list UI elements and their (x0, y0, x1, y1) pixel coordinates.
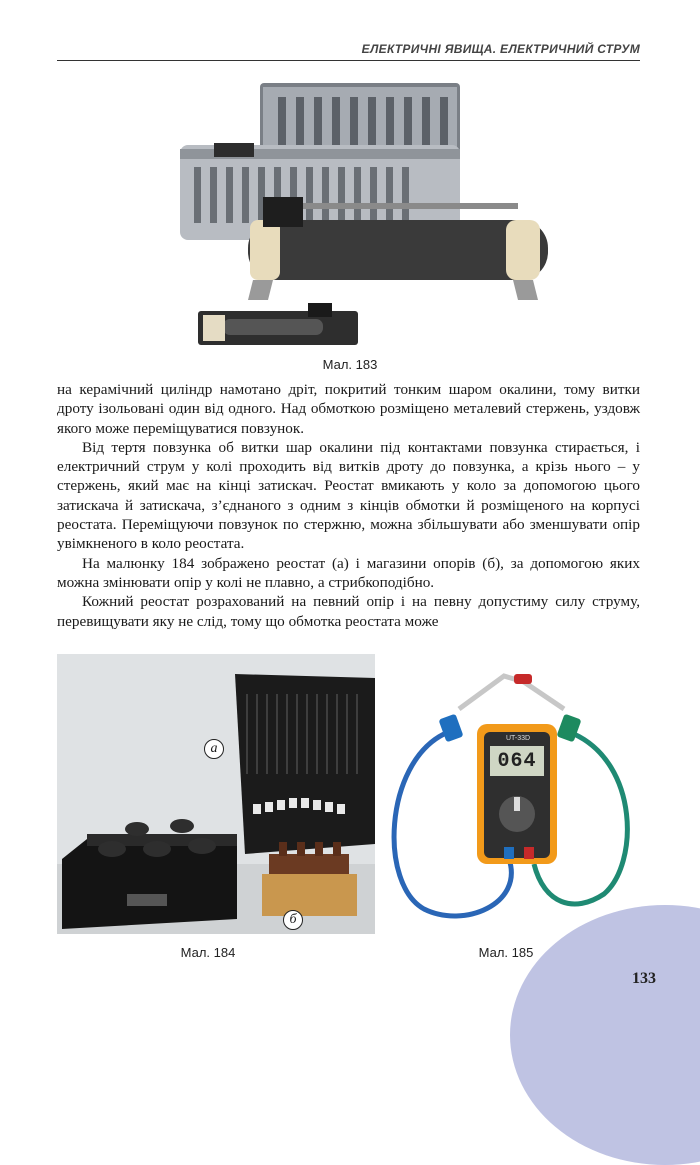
figure-183-caption: Мал. 183 (322, 357, 378, 372)
figure-184-photo (57, 654, 375, 934)
paragraph: на керамічний циліндр намотано дріт, покритий тонким шаром окалини, тому витки дроту ізольовані один від одного. Над обмоткою розміщено металевий стержень, уздовж якого може переміщуватися повзунок. (57, 381, 640, 437)
meter-model: UT-33D (505, 735, 531, 742)
figure-185-caption: Мал. 185 (478, 945, 534, 960)
label-b: б (283, 910, 303, 930)
body-text (57, 380, 640, 631)
paragraph: Від тертя повзунка об витки шар окалини під контактами повзунка стирається, і електричний струм у колі проходить від витків дроту до повзунка, а крізь нього – у стержень, який має на кінці затискач. Реостат вмикають у коло за допомогою цього затискача й затискача, з’єднаного з одним з кінців обмотки й розміщеного на корпусі реостата. Переміщуючи повзунок по стержню, можна збільшувати або зменшувати опір увімкненого в коло реостата. (57, 438, 640, 553)
running-header: ЕЛЕКТРИЧНІ ЯВИЩА. ЕЛЕКТРИЧНИЙ СТРУМ (57, 40, 640, 61)
page-corner-decoration (510, 905, 700, 1165)
figure-184-caption: Мал. 184 (180, 945, 236, 960)
page-number: 133 (632, 970, 656, 987)
paragraph: Кожний реостат розрахований на певний опір і на певну допустиму силу струму, перевищувати яку не слід, тому що обмотка реостата може (57, 593, 640, 630)
paragraph: На малюнку 184 зображено реостат (а) і магазини опорів (б), за допомогою яких можна змінювати опір у колі не плавно, а стрибкоподібно. (57, 554, 640, 591)
figure-183-rheostats (128, 75, 568, 353)
label-a: а (204, 739, 224, 759)
meter-display: 064 (497, 750, 537, 773)
figure-185-photo (384, 654, 639, 934)
